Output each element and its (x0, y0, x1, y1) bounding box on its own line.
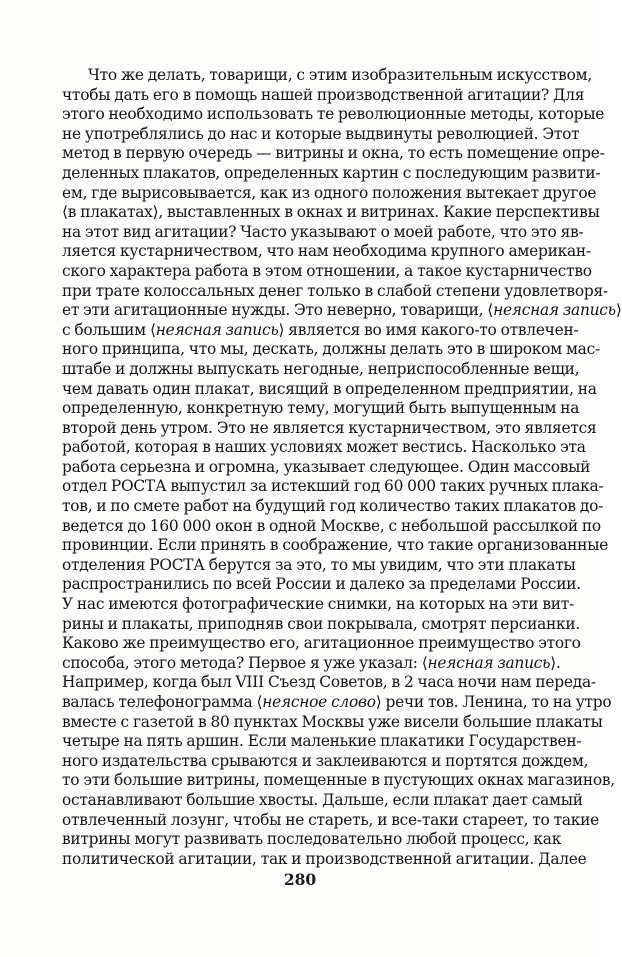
text-line: ведется до 160 000 окон в одной Москве, с небольшой рассылкой по (62, 516, 601, 535)
text-line: ного издательства срываются и заклеиваются и портятся дождем, (62, 751, 589, 770)
text-line: валась телефонограмма ⟨неясное слово⟩ речи тов. Ленина, то на утро (62, 693, 612, 711)
editorial-note: неясная запись (155, 320, 279, 339)
text-line: определенную, конкретную тему, могущий быть выпущенным на (62, 399, 580, 418)
editorial-note: неясное слово (262, 693, 376, 711)
text-line: останавливают большие хвосты. Дальше, если плакат дает самый (62, 790, 583, 809)
text-line: ет эти агитационные нужды. Это неверно, товарищи, ⟨неясная запись⟩ (62, 301, 622, 320)
text-line: ляется кустарничеством, что нам необходима крупного американ- (62, 242, 591, 261)
text-line: на этот вид агитации? Часто указывают о моей работе, что это яв- (62, 222, 584, 241)
text-line: тов, и по смете работ на будущий год количество таких плакатов до- (62, 497, 604, 516)
text-line: распространились по всей России и далеко за пределами России. (62, 575, 581, 594)
text-line: не употреблялись до нас и которые выдвинуты революцией. Этот (62, 124, 580, 143)
text-line: штабе и должны выпускать негодные, неприспособленные вещи, (62, 359, 580, 378)
text-line: Что же делать, товарищи, с этим изобразительным искусством, (88, 66, 592, 84)
text-line: то эти большие витрины, помещенные в пустующих окнах магазинов, (62, 771, 615, 790)
text-line: отвлеченный лозунг, чтобы не стареть, и все-таки стареет, то такие (62, 810, 600, 829)
text-line: способа, этого метода? Первое я уже указал: ⟨неясная запись⟩. (62, 653, 561, 672)
text-line: ного принципа, что мы, дескать, должны делать это в широком мас- (62, 340, 600, 359)
body-text (62, 66, 622, 869)
editorial-note: неясная запись (427, 653, 551, 672)
text-line: вместе с газетой в 80 пунктах Москвы уже висели большие плакаты (62, 712, 603, 731)
text-line: метод в первую очередь — витрины и окна, то есть помещение опре- (62, 144, 605, 163)
text-line: работой, которая в наших условиях может вестись. Насколько эта (62, 438, 586, 457)
text-line: рины и плакаты, приподняв свои покрывала, смотрят персианки. (62, 614, 581, 633)
text-line: отдел РОСТА выпустил за истекший год 60 000 таких ручных плака- (62, 477, 604, 496)
text-line: Например, когда был VIII Съезд Советов, в 2 часа ночи нам переда- (62, 673, 596, 692)
text-line: У нас имеются фотографические снимки, на которых на эти вит- (62, 595, 574, 614)
text-line: витрины могут развивать последовательно любой процесс, как (62, 830, 562, 849)
text-line: деленных плакатов, определенных картин с последующим развити- (62, 163, 601, 182)
page-number: 280 (283, 870, 317, 889)
text-line: при трате колоссальных денег только в слабой степени удовлетворя- (62, 281, 608, 300)
text-line: ского характера работа в этом отношении, а такое кустарничество (62, 261, 592, 280)
editorial-note: неясная запись (493, 301, 616, 320)
text-line: чем давать один плакат, висящий в определенном предприятии, на (62, 379, 597, 398)
text-line: Каково же преимущество его, агитационное преимущество этого (62, 634, 581, 653)
text-line: этого необходимо использовать те революционные методы, которые (62, 105, 605, 124)
text-line: ем, где вырисовывается, как из одного положения вытекает другое (62, 183, 597, 202)
text-line: четыре на пять аршин. Если маленькие плакатики Государствен- (62, 732, 582, 751)
text-line: работа серьезна и огромна, указывает следующее. Один массовый (62, 457, 591, 476)
text-line: провинции. Если принять в соображение, что такие организованные (62, 536, 609, 555)
text-line: с большим ⟨неясная запись⟩ является во имя какого-то отвлечен- (62, 320, 579, 339)
text-line: второй день утром. Это не является кустарничеством, это является (62, 418, 597, 437)
text-line: ⟨в плакатах⟩, выставленных в окнах и витринах. Какие перспективы (62, 203, 600, 222)
text-line: политической агитации, так и производственной агитации. Далее (62, 849, 587, 868)
text-line: отделения РОСТА берутся за это, то мы увидим, что эти плакаты (62, 555, 576, 574)
text-line: чтобы дать его в помощь нашей производственной агитации? Для (62, 85, 585, 104)
